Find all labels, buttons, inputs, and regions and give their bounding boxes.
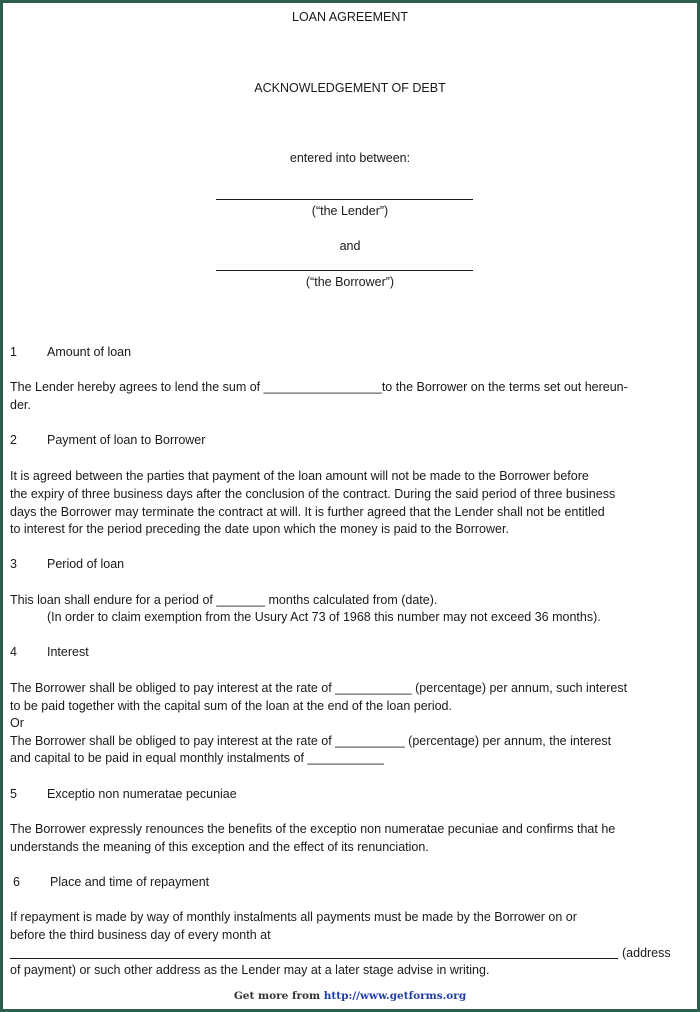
paragraph-line: (In order to claim exemption from the Usury Act 73 of 1968 this number may not exceed 36 months).	[47, 610, 601, 624]
document-page	[3, 3, 697, 1009]
paragraph-line: The Borrower shall be obliged to pay interest at the rate of __________ (percentage) per annum, the interest	[10, 734, 612, 748]
paragraph-line: The Borrower shall be obliged to pay interest at the rate of ___________ (percentage) per annum, such interest	[10, 681, 628, 695]
document-title: LOAN AGREEMENT	[292, 10, 408, 24]
section-heading: Place and time of repayment	[50, 875, 210, 889]
footer	[3, 990, 697, 1002]
paragraph-line: to be paid together with the capital sum of the loan at the end of the loan period.	[10, 699, 452, 713]
footer-link[interactable]: http://www.getforms.org	[323, 990, 467, 1002]
section-number: 3	[10, 557, 17, 571]
footer-prefix: Get more from	[233, 990, 324, 1002]
paragraph-line: It is agreed between the parties that payment of the loan amount will not be made to the Borrower before	[10, 469, 589, 483]
section-heading: Payment of loan to Borrower	[47, 433, 206, 447]
paragraph-line: This loan shall endure for a period of _______ months calculated from (date).	[10, 593, 438, 607]
borrower-label: (“the Borrower”)	[305, 275, 395, 289]
paragraph-line: of payment) or such other address as the Lender may at a later stage advise in writing.	[10, 963, 490, 977]
address-suffix: (address	[622, 946, 671, 960]
lender-name-line	[216, 199, 473, 200]
paragraph-line: and capital to be paid in equal monthly instalments of ___________	[10, 751, 384, 765]
section-heading: Period of loan	[47, 557, 125, 571]
section-number: 4	[10, 645, 17, 659]
section-heading: Amount of loan	[47, 345, 132, 359]
paragraph-line: the expiry of three business days after the conclusion of the contract. During the said period of three business	[10, 487, 616, 501]
section-number: 6	[13, 875, 20, 889]
borrower-name-line	[216, 270, 473, 271]
paragraph-line: understands the meaning of this exception and the effect of its renunciation.	[10, 840, 429, 854]
section-heading: Exceptio non numeratae pecuniae	[47, 787, 237, 801]
document-subtitle: ACKNOWLEDGEMENT OF DEBT	[254, 81, 446, 95]
section-number: 5	[10, 787, 17, 801]
paragraph-line: before the third business day of every month at	[10, 928, 271, 942]
paragraph-line: Or	[10, 716, 24, 730]
paragraph-line: to interest for the period preceding the date upon which the money is paid to the Borrower.	[10, 522, 509, 536]
paragraph-line: The Lender hereby agrees to lend the sum of _________________to the Borrower on the terms set out hereun-	[10, 380, 628, 394]
paragraph-line: The Borrower expressly renounces the benefits of the exceptio non numeratae pecuniae and confirms that he	[10, 822, 616, 836]
paragraph-line: If repayment is made by way of monthly instalments all payments must be made by the Borrower on or	[10, 910, 577, 924]
and-text: and	[339, 239, 361, 253]
address-line	[10, 958, 618, 959]
section-heading: Interest	[47, 645, 89, 659]
paragraph-line: days the Borrower may terminate the contract at will. It is further agreed that the Lender shall not be entitled	[10, 505, 605, 519]
lender-label: (“the Lender”)	[311, 204, 389, 218]
paragraph-line: der.	[10, 398, 31, 412]
section-number: 2	[10, 433, 17, 447]
entered-into-text: entered into between:	[289, 151, 411, 165]
section-number: 1	[10, 345, 17, 359]
